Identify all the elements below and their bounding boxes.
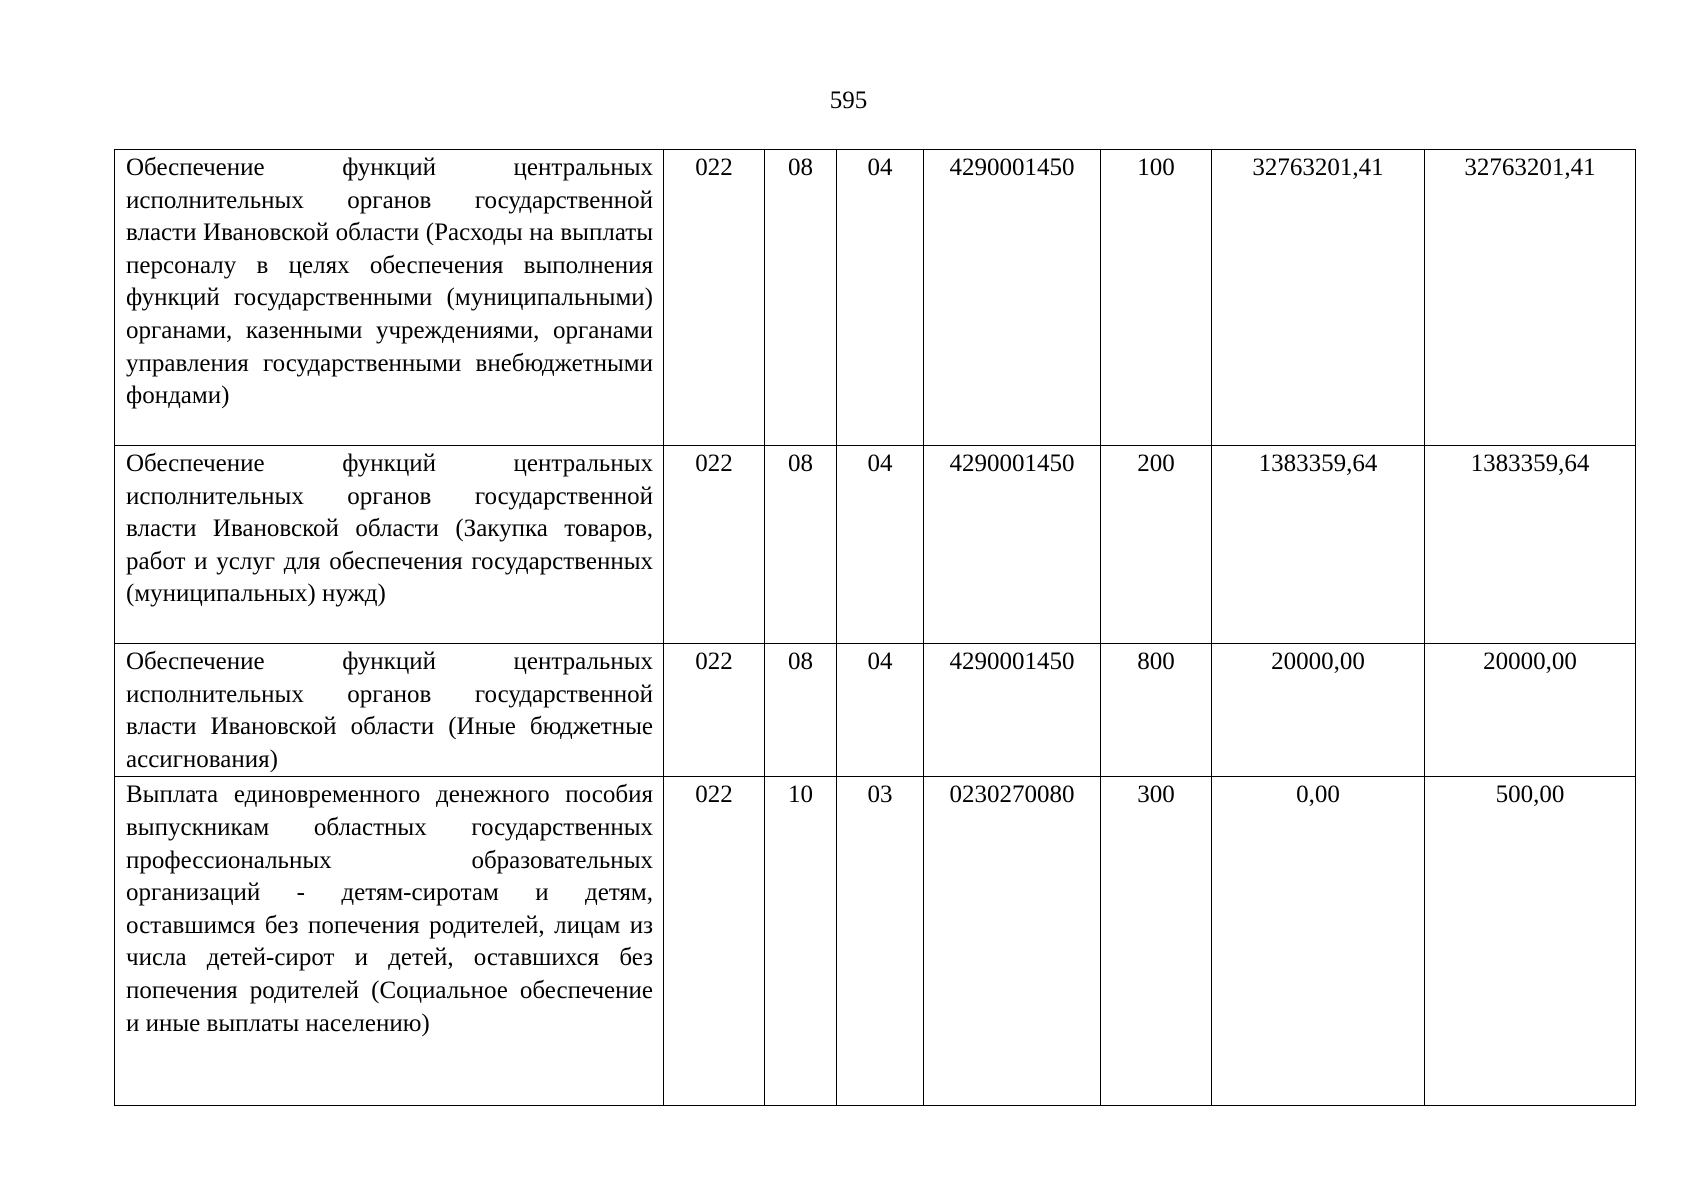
budget-table <box>114 149 1636 1106</box>
amount-1: 0,00 <box>1212 777 1425 1106</box>
subsection-code: 04 <box>837 150 924 446</box>
row-description: Обеспечение функций центральных исполнительных органов государственной власти Ивановской области (Иные бюджетные ассигнования) <box>115 644 664 777</box>
table-row <box>115 777 1636 1106</box>
amount-1: 32763201,41 <box>1212 150 1425 446</box>
expense-type-code: 100 <box>1101 150 1212 446</box>
ministry-code: 022 <box>664 150 765 446</box>
expense-type-code: 800 <box>1101 644 1212 777</box>
ministry-code: 022 <box>664 644 765 777</box>
expense-type-code: 200 <box>1101 446 1212 644</box>
expense-type-code: 300 <box>1101 777 1212 1106</box>
row-description: Выплата единовременного денежного пособия выпускникам областных государственных профессиональных образовательных организаций - детям-сиротам и детям, оставшимся без попечения родителей, лицам из числа детей-сирот и детей, оставшихся без попечения родителей (Социальное обеспечение и иные выплаты населению) <box>115 777 664 1106</box>
amount-2: 1383359,64 <box>1425 446 1636 644</box>
amount-1: 20000,00 <box>1212 644 1425 777</box>
section-code: 08 <box>765 644 837 777</box>
table-row <box>115 644 1636 777</box>
ministry-code: 022 <box>664 777 765 1106</box>
amount-1: 1383359,64 <box>1212 446 1425 644</box>
subsection-code: 04 <box>837 446 924 644</box>
amount-2: 20000,00 <box>1425 644 1636 777</box>
target-article-code: 4290001450 <box>924 644 1101 777</box>
subsection-code: 03 <box>837 777 924 1106</box>
row-description: Обеспечение функций центральных исполнительных органов государственной власти Ивановской области (Расходы на выплаты персоналу в целях обеспечения выполнения функций государственными (муниципальными) органами, казенными учреждениями, органами управления государственными внебюджетными фондами) <box>115 150 664 446</box>
amount-2: 500,00 <box>1425 777 1636 1106</box>
table-row <box>115 446 1636 644</box>
target-article-code: 4290001450 <box>924 446 1101 644</box>
table-row <box>115 150 1636 446</box>
amount-2: 32763201,41 <box>1425 150 1636 446</box>
subsection-code: 04 <box>837 644 924 777</box>
target-article-code: 4290001450 <box>924 150 1101 446</box>
section-code: 08 <box>765 446 837 644</box>
page-number: 595 <box>829 87 868 114</box>
row-description: Обеспечение функций центральных исполнительных органов государственной власти Ивановской области (Закупка товаров, работ и услуг для обеспечения государственных (муниципальных) нужд) <box>115 446 664 644</box>
ministry-code: 022 <box>664 446 765 644</box>
section-code: 08 <box>765 150 837 446</box>
section-code: 10 <box>765 777 837 1106</box>
target-article-code: 0230270080 <box>924 777 1101 1106</box>
